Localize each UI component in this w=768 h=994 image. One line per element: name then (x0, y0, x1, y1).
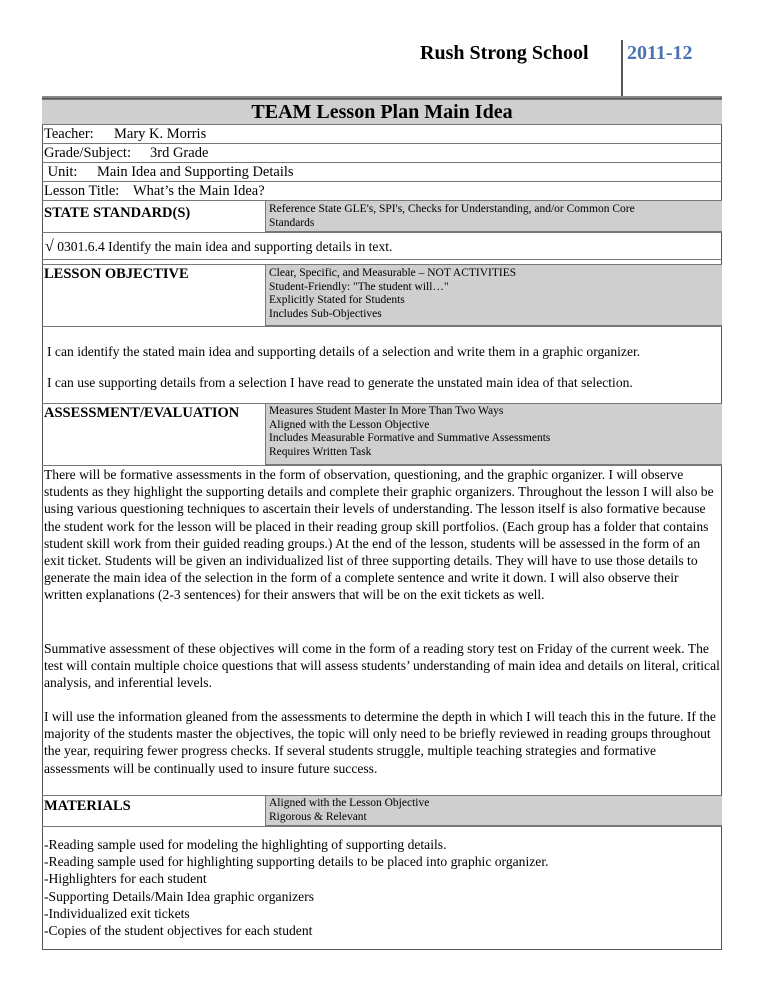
list-item: -Reading sample used for highlighting supporting details to be placed into graphic organizer. (44, 854, 549, 870)
unit-value: Main Idea and Supporting Details (97, 164, 294, 180)
lesson-objective-desc: Clear, Specific, and Measurable – NOT ACTIVITIES Student-Friendly: "The student will…" Explicitly Stated for Students Includes Sub-Objectives (269, 267, 517, 320)
assessment-desc: Measures Student Master In More Than Two Ways Aligned with the Lesson Objective Includes Measurable Formative and Summative Assessments Requires Written Task (269, 405, 551, 458)
unit-row (44, 164, 294, 181)
grade-subject-label: Grade/Subject: (44, 145, 131, 161)
objective-2: I can use supporting details from a selection I have read to generate the unstated main idea of that selection. (47, 375, 633, 390)
list-item: -Supporting Details/Main Idea graphic organizers (44, 888, 315, 904)
grade-subject-row (44, 145, 208, 162)
unit-label: Unit: (44, 164, 78, 180)
assessment-para-1: There will be formative assessments in the form of observation, questioning, and the graphic organizer. I will observe students as they highlight the supporting details and complete their graphic organizers. Throughout the lesson I will also be using various questioning techniques to ascertain their levels of understanding. The lesson itself is also formative because the student work for the lesson will be placed in their reading group skill portfolios. (Each group has a folder that contains student skill work from their guided reading groups.) At the end of the lesson, students will be assessed in the form of an exit ticket. Students will be given an individualized list of three supporting details. They will have to use those details to generate the main idea of the selection in the form of a complete sentence and write it down. I will also observe their written explanations (2-3 sentences) for their answers that will be on the exit tickets as well. (44, 467, 714, 603)
materials-desc: Aligned with the Lesson Objective Rigorous & Relevant (269, 797, 430, 823)
list-item: -Individualized exit tickets (44, 905, 190, 921)
objective-1: I can identify the stated main idea and supporting details of a selection and write them in a graphic organizer. (47, 344, 641, 359)
lesson-plan-title: TEAM Lesson Plan Main Idea (251, 101, 513, 123)
state-standard-text: √ 0301.6.4 Identify the main idea and supporting details in text. (45, 238, 393, 255)
teacher-label: Teacher: (44, 126, 94, 142)
header-divider (621, 40, 623, 98)
lesson-objective-heading: LESSON OBJECTIVE (44, 266, 189, 282)
assessment-para-2: Summative assessment of these objectives will come in the form of a reading story test on Friday of the current week. The test will contain multiple choice questions that will assess students’ understanding of main idea and details on literal, critical analysis, and inferential levels. (44, 641, 720, 691)
teacher-value: Mary K. Morris (114, 126, 207, 142)
state-standard-heading: STATE STANDARD(S) (44, 205, 191, 221)
list-item: -Copies of the student objectives for each student (44, 923, 313, 939)
lesson-title-row (44, 183, 265, 200)
state-standard-desc: Reference State GLE's, SPI's, Checks for Understanding, and/or Common Core Standards (269, 203, 635, 229)
grade-subject-value: 3rd Grade (150, 145, 209, 161)
materials-heading: MATERIALS (44, 798, 131, 814)
check-mark-icon: √ (45, 238, 54, 255)
assessment-heading: ASSESSMENT/EVALUATION (44, 405, 240, 421)
school-name: Rush Strong School (420, 42, 589, 64)
teacher-row (44, 126, 206, 143)
lesson-title-label: Lesson Title: (44, 183, 120, 199)
assessment-para-3: I will use the information gleaned from the assessments to determine the depth in which I will teach this in the future. If the majority of the students master the objectives, the topic will only need to be briefly reviewed in reading groups throughout the year, requiring fewer progress checks. If several students struggle, multiple teaching strategies and formative assessments will be continually used to insure future success. (44, 709, 716, 776)
lesson-title-value: What’s the Main Idea? (133, 183, 265, 199)
school-year: 2011-12 (627, 42, 693, 64)
materials-list (44, 836, 549, 939)
list-item: -Highlighters for each student (44, 871, 207, 887)
list-item: -Reading sample used for modeling the highlighting of supporting details. (44, 837, 447, 852)
